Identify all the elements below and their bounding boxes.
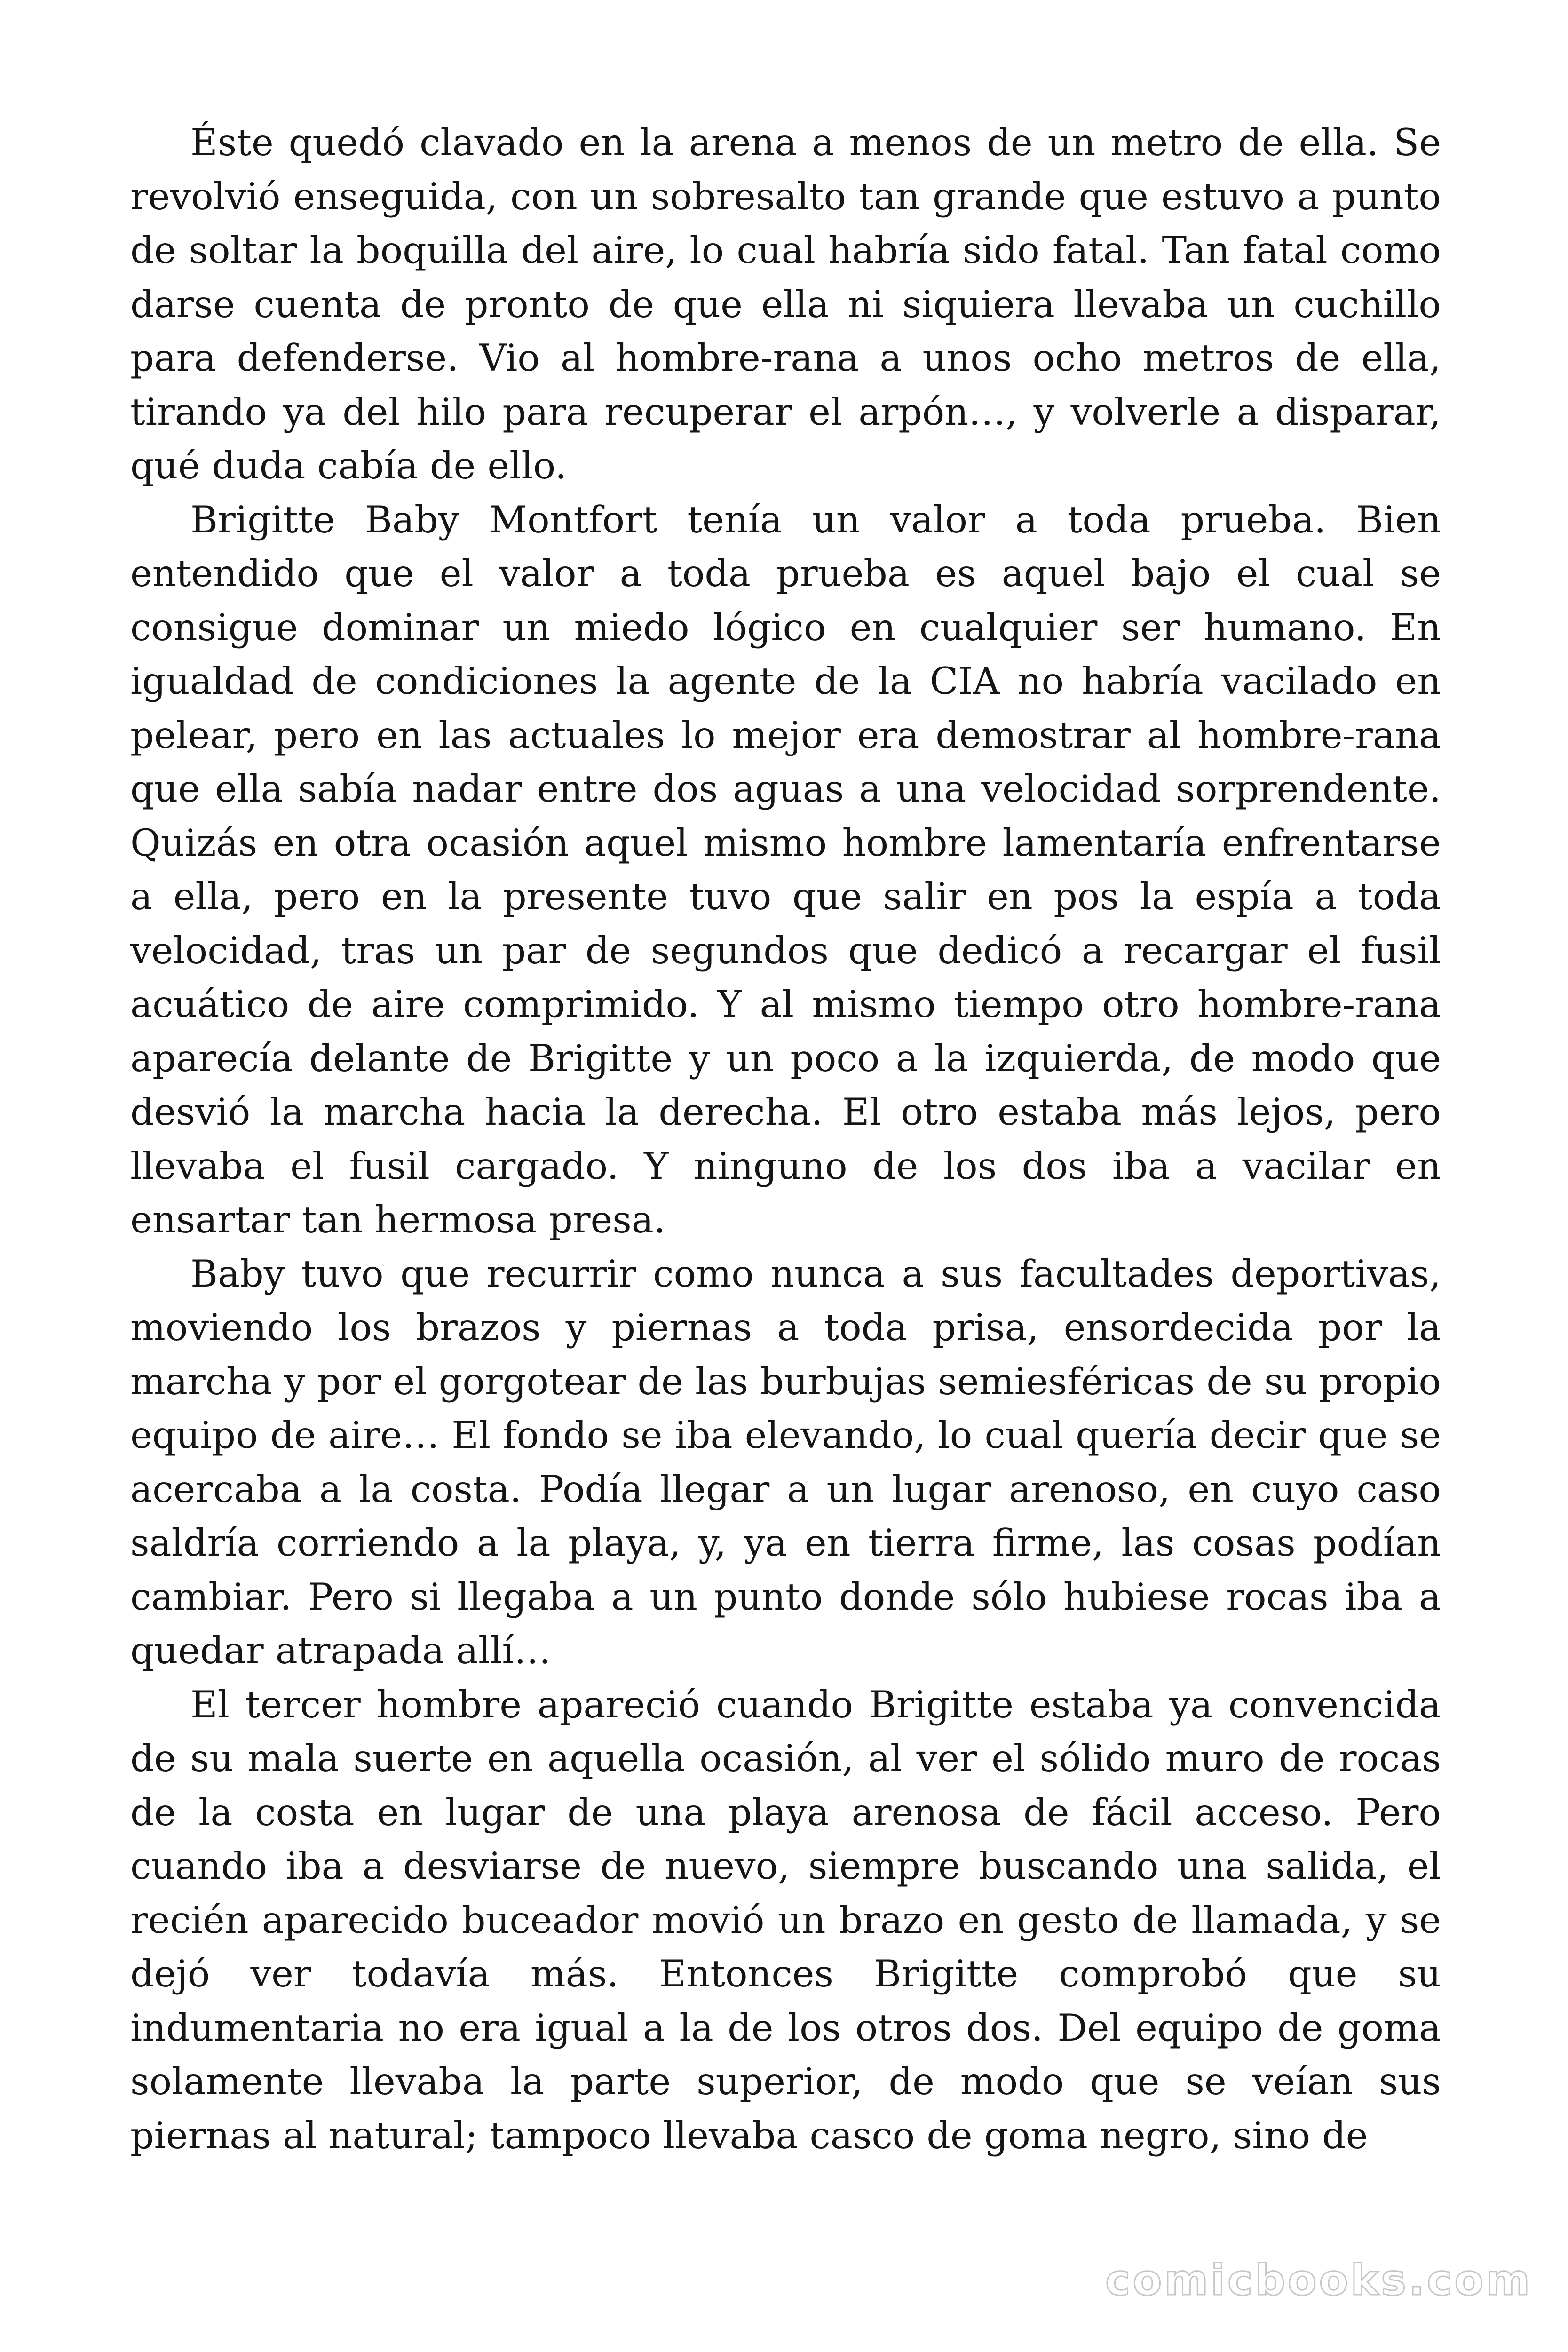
paragraph: Baby tuvo que recurrir como nunca a sus facultades deportivas, moviendo los brazos y piernas a toda prisa, ensordecida por la marcha y por el gorgotear de las burbujas semiesféricas de su propio equipo de aire… El fondo se iba elevando, lo cual quería decir que se acercaba a la costa. Podía llegar a un lugar arenoso, en cuyo caso saldría corriendo a la playa, y, ya en tierra firme, las cosas podían cambiar. Pero si llegaba a un punto donde sólo hubiese rocas iba a quedar atrapada allí… <box>130 1252 1441 1672</box>
paragraph: Éste quedó clavado en la arena a menos de un metro de ella. Se revolvió enseguida, con un sobresalto tan grande que estuvo a punto de soltar la boquilla del aire, lo cual habría sido fatal. Tan fatal como darse cuenta de pronto de que ella ni siquiera llevaba un cuchillo para defenderse. Vio al hombre-rana a unos ocho metros de ella, tirando ya del hilo para recuperar el arpón…, y volverle a disparar, qué duda cabía de ello. <box>130 121 1441 487</box>
watermark: comicbooks.com <box>1105 2256 1532 2305</box>
paragraph: Brigitte Baby Montfort tenía un valor a toda prueba. Bien entendido que el valor a toda prueba es aquel bajo el cual se consigue dominar un miedo lógico en cualquier ser humano. En igualdad de condiciones la agente de la CIA no habría vacilado en pelear, pero en las actuales lo mejor era demostrar al hombre-rana que ella sabía nadar entre dos aguas a una velocidad sorprendente. Quizás en otra ocasión aquel mismo hombre lamentaría enfrentarse a ella, pero en la presente tuvo que salir en pos la espía a toda velocidad, tras un par de segundos que dedicó a recargar el fusil acuático de aire comprimido. Y al mismo tiempo otro hombre-rana aparecía delante de Brigitte y un poco a la izquierda, de modo que desvió la marcha hacia la derecha. El otro estaba más lejos, pero llevaba el fusil cargado. Y ninguno de los dos iba a vacilar en ensartar tan hermosa presa. <box>130 498 1441 1241</box>
page-body <box>130 116 1441 2162</box>
paragraph: El tercer hombre apareció cuando Brigitte estaba ya convencida de su mala suerte en aquella ocasión, al ver el sólido muro de rocas de la costa en lugar de una playa arenosa de fácil acceso. Pero cuando iba a desviarse de nuevo, siempre buscando una salida, el recién aparecido buceador movió un brazo en gesto de llamada, y se dejó ver todavía más. Entonces Brigitte comprobó que su indumentaria no era igual a la de los otros dos. Del equipo de goma solamente llevaba la parte superior, de modo que se veían sus piernas al natural; tampoco llevaba casco de goma negro, sino de <box>130 1683 1441 2157</box>
